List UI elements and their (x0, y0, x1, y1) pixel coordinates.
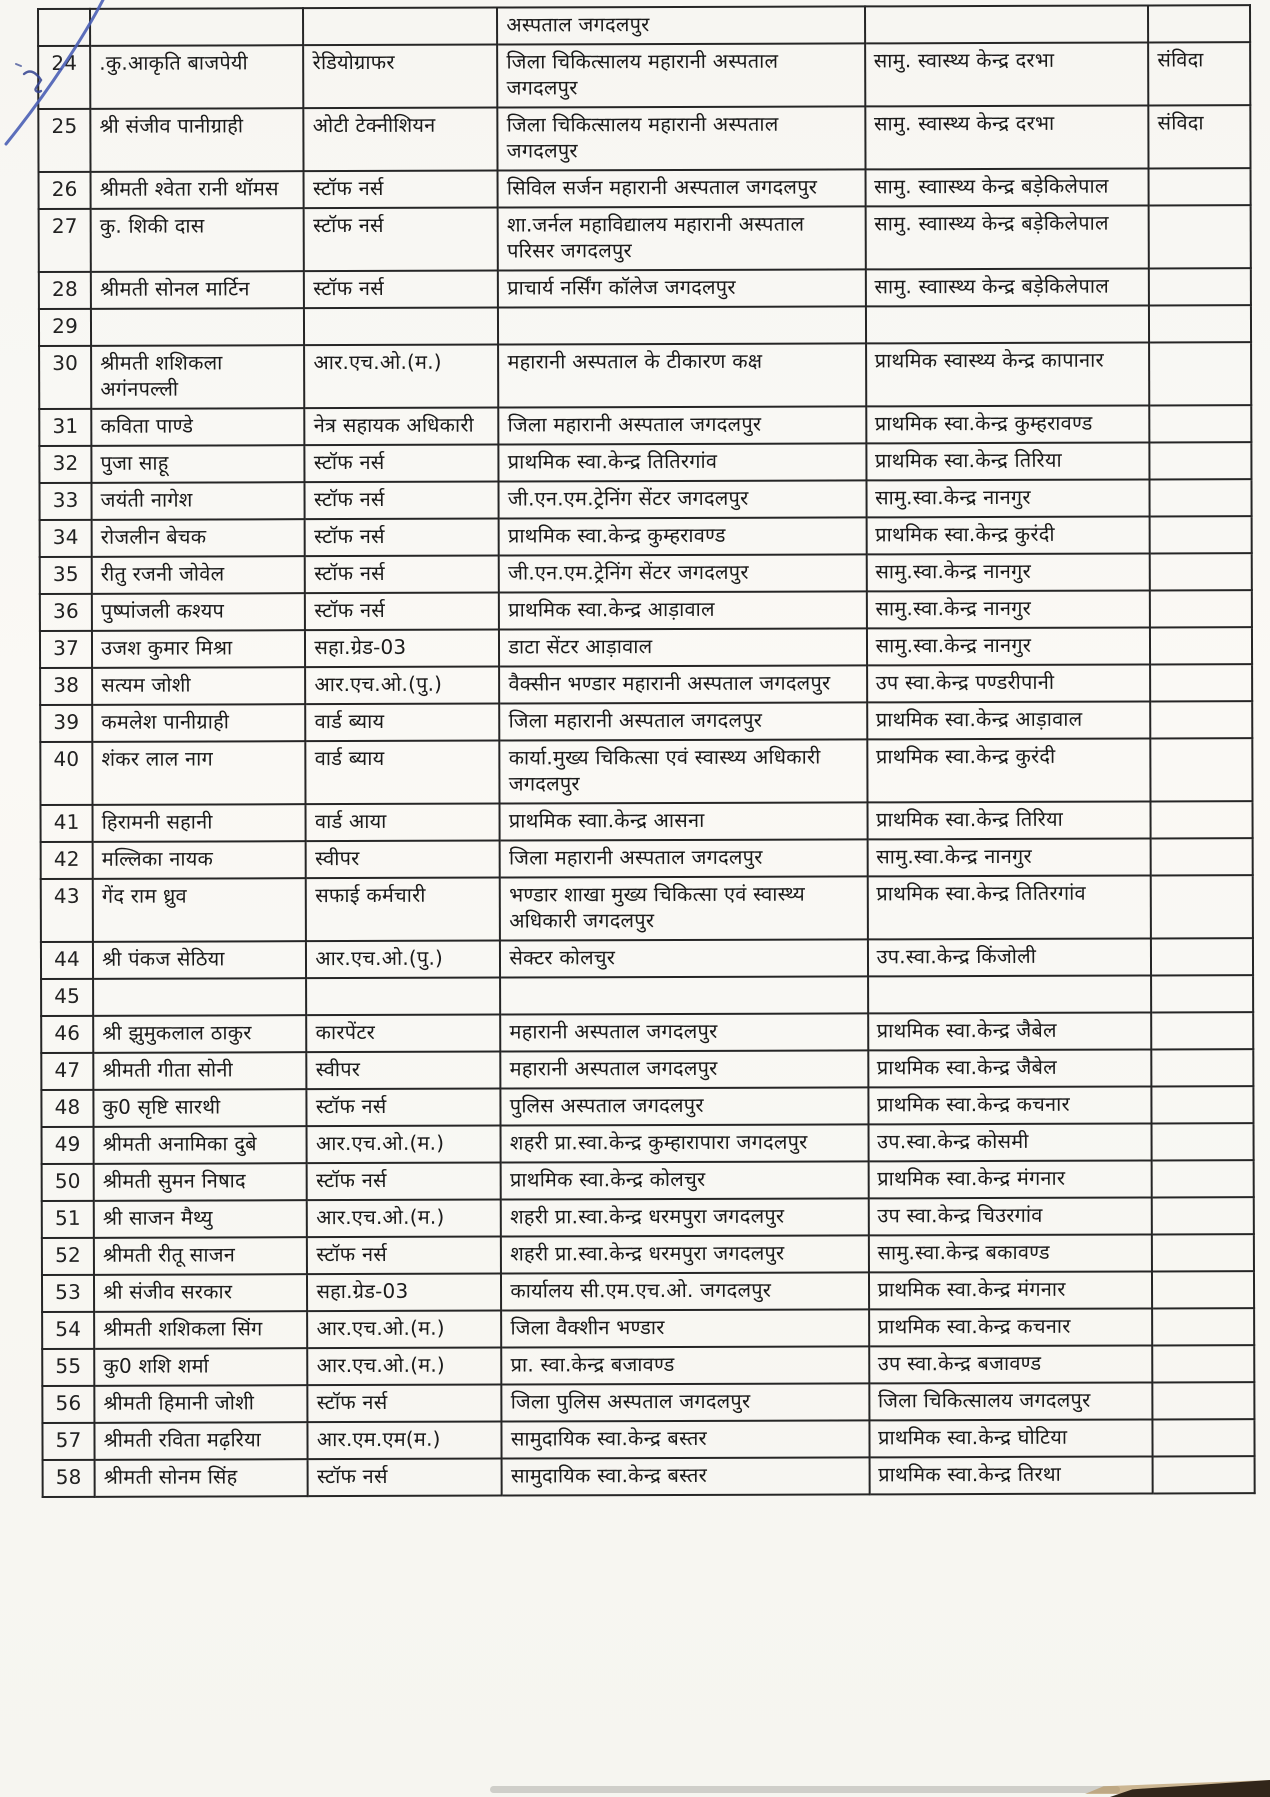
cell-current-posting: जिला पुलिस अस्पताल जगदलपुर (502, 1383, 869, 1421)
cell-current-posting: शहरी प्रा.स्वा.केन्द्र धरमपुरा जगदलपुर (501, 1198, 868, 1236)
table-row (40, 516, 1252, 557)
cell-designation: स्टॉफ नर्स (304, 171, 498, 209)
cell-new-posting (866, 306, 1150, 344)
table-row (41, 875, 1253, 942)
cell-designation: स्टॉफ नर्स (305, 593, 499, 631)
table-row (41, 1012, 1253, 1053)
cell-new-posting: उप स्वा.केन्द्र चिउरगांव (868, 1198, 1152, 1236)
cell-designation: स्टॉफ नर्स (304, 271, 498, 309)
cell-designation: स्टॉफ नर्स (308, 1385, 502, 1423)
cell-new-posting: सामु.स्वा.केन्द्र नानगुर (867, 628, 1151, 666)
cell-name: मल्लिका नायक (93, 841, 306, 879)
table-row (38, 42, 1250, 109)
cell-new-posting: जिला चिकित्सालय जगदलपुर (869, 1383, 1153, 1421)
cell-sl: 41 (41, 805, 93, 842)
cell-new-posting (865, 6, 1149, 44)
cell-designation: आर.एच.ओ.(म.) (308, 1348, 502, 1386)
table-row (43, 1456, 1255, 1497)
cell-remarks (1148, 5, 1250, 42)
cell-designation: आर.एच.ओ.(पु.) (305, 667, 499, 705)
table-row (39, 342, 1251, 409)
cell-name: श्रीमती शशिकला सिंग (94, 1311, 307, 1349)
cell-designation: आर.एच.ओ.(म.) (307, 1200, 501, 1238)
cell-remarks (1151, 801, 1253, 838)
cell-remarks (1150, 516, 1252, 553)
cell-current-posting: महारानी अस्पताल जगदलपुर (500, 1013, 867, 1051)
cell-designation (304, 308, 498, 346)
cell-remarks (1150, 738, 1252, 801)
cell-name: श्रीमती शशिकला अगंनपल्ली (91, 345, 304, 409)
cell-remarks (1153, 1419, 1255, 1456)
cell-sl: 37 (40, 631, 92, 668)
cell-remarks (1150, 701, 1252, 738)
cell-remarks (1151, 975, 1253, 1012)
cell-sl: 42 (41, 842, 93, 879)
table-row (40, 738, 1252, 805)
cell-current-posting: प्राथमिक स्वा.केन्द्र कोलचुर (501, 1161, 868, 1199)
cell-name: कु0 सृष्टि सारथी (94, 1089, 307, 1127)
cell-new-posting: प्राथमिक स्वा.केन्द्र कचनार (869, 1309, 1153, 1347)
cell-new-posting: प्राथमिक स्वास्थ्य केन्द्र कापानार (866, 343, 1150, 407)
pen-dot (16, 64, 21, 66)
cell-sl: 49 (42, 1127, 94, 1164)
cell-designation: रेडियोग्राफर (304, 45, 498, 109)
cell-designation: वार्ड ब्याय (306, 704, 500, 742)
cell-current-posting: सामुदायिक स्वा.केन्द्र बस्तर (502, 1457, 869, 1495)
table-row (41, 801, 1253, 842)
cell-remarks: संविदा (1148, 105, 1250, 168)
cell-designation: स्टॉफ नर्स (307, 1089, 501, 1127)
cell-current-posting: प्राथमिक स्वाा.केन्द्र आसना (500, 802, 867, 840)
cell-current-posting: कार्यालय सी.एम.एच.ओ. जगदलपुर (501, 1272, 868, 1310)
cell-current-posting: प्रा. स्वा.केन्द्र बजावण्ड (502, 1346, 869, 1384)
cell-designation: आर.एच.ओ.(म.) (304, 345, 498, 409)
cell-sl: 44 (41, 942, 93, 979)
cell-new-posting: सामु. स्वास्थ्य केन्द्र दरभा (865, 43, 1149, 107)
cell-designation: आर.एम.एम(म.) (308, 1422, 502, 1460)
cell-current-posting: शहरी प्रा.स्वा.केन्द्र धरमपुरा जगदलपुर (501, 1235, 868, 1273)
cell-new-posting: प्राथमिक स्वा.केन्द्र जैबेल (868, 1050, 1152, 1088)
cell-current-posting: प्राथमिक स्वा.केन्द्र कुम्हरावण्ड (499, 517, 866, 555)
cell-new-posting: प्राथमिक स्वा.केन्द्र मंगनार (869, 1272, 1153, 1310)
cell-name: श्री साजन मैथ्यु (94, 1200, 307, 1238)
cell-remarks: संविदा (1148, 42, 1250, 105)
cell-designation: सहा.ग्रेड-03 (307, 1274, 501, 1312)
cell-current-posting: जिला वैक्शीन भण्डार (501, 1309, 868, 1347)
cell-name: जयंती नागेश (92, 482, 305, 520)
cell-remarks (1152, 1197, 1254, 1234)
cell-designation (303, 8, 497, 46)
cell-remarks (1151, 1049, 1253, 1086)
table-row (42, 1160, 1254, 1201)
cell-remarks (1150, 442, 1252, 479)
table-row (42, 1234, 1254, 1275)
cell-sl: 34 (40, 520, 92, 557)
cell-name (91, 308, 304, 346)
table-row (41, 1049, 1253, 1090)
cell-designation: आर.एच.ओ.(म.) (307, 1126, 501, 1164)
cell-name: कु0 शशि शर्मा (94, 1348, 307, 1386)
cell-sl: 50 (42, 1164, 94, 1201)
cell-new-posting: उप.स्वा.केन्द्र कोसमी (868, 1124, 1152, 1162)
table-row (40, 590, 1252, 631)
cell-name: सत्यम जोशी (92, 667, 305, 705)
cell-new-posting: प्राथमिक स्वा.केन्द्र घोटिया (869, 1420, 1153, 1458)
cell-name: .कु.आकृति बाजपेयी (90, 45, 303, 109)
table-row (39, 168, 1251, 209)
cell-current-posting: वैक्सीन भण्डार महारानी अस्पताल जगदलपुर (499, 665, 866, 703)
table-row (42, 1308, 1254, 1349)
cell-designation: स्वीपर (306, 841, 500, 879)
table-row (41, 938, 1253, 979)
cell-name: पुजा साहू (91, 445, 304, 483)
cell-current-posting: प्राचार्य नर्सिंग कॉलेज जगदलपुर (498, 269, 865, 307)
cell-name: श्री झुमुकलाल ठाकुर (93, 1015, 306, 1053)
cell-current-posting: जिला महारानी अस्पताल जगदलपुर (499, 406, 866, 444)
cell-remarks (1150, 479, 1252, 516)
cell-name: श्रीमती अनामिका दुबे (94, 1126, 307, 1164)
table-row (38, 105, 1250, 172)
cell-current-posting: महारानी अस्पताल के टीकारण कक्ष (498, 343, 865, 407)
cell-current-posting: प्राथमिक स्वा.केन्द्र तितिरगांव (499, 443, 866, 481)
table-row (41, 838, 1253, 879)
cell-remarks (1152, 1345, 1254, 1382)
cell-name: हिरामनी सहानी (93, 804, 306, 842)
cell-current-posting: प्राथमिक स्वा.केन्द्र आड़ावाल (499, 591, 866, 629)
cell-new-posting (868, 976, 1152, 1014)
cell-designation: स्टॉफ नर्स (308, 1459, 502, 1497)
cell-name: पुष्पांजली कश्यप (92, 593, 305, 631)
table-row (42, 1123, 1254, 1164)
cell-remarks (1153, 1456, 1255, 1493)
cell-name: रीतु रजनी जोवेल (92, 556, 305, 594)
cell-sl (38, 9, 90, 46)
table-row (39, 305, 1251, 346)
table-row (39, 205, 1251, 272)
cell-current-posting: डाटा सेंटर आड़ावाल (499, 628, 866, 666)
cell-name: श्रीमती श्वेता रानी थॉमस (91, 171, 304, 209)
cell-remarks (1152, 1086, 1254, 1123)
cell-current-posting (500, 976, 867, 1014)
cell-sl: 27 (39, 209, 91, 272)
table-row (39, 442, 1251, 483)
table-row (40, 553, 1252, 594)
cell-sl: 38 (40, 668, 92, 705)
cell-new-posting: सामु.स्वा.केन्द्र बकावण्ड (868, 1235, 1152, 1273)
cell-new-posting: उप स्वा.केन्द्र बजावण्ड (869, 1346, 1153, 1384)
cell-current-posting: कार्या.मुख्य चिकित्सा एवं स्वास्थ्य अधिकारी जगदलपुर (500, 739, 867, 803)
cell-remarks (1149, 268, 1251, 305)
cell-designation: स्वीपर (307, 1052, 501, 1090)
cell-designation: स्टॉफ नर्स (305, 556, 499, 594)
cell-sl: 55 (42, 1349, 94, 1386)
cell-designation: वार्ड ब्याय (306, 741, 500, 805)
cell-name: श्री संजीव सरकार (94, 1274, 307, 1312)
table-row (40, 664, 1252, 705)
cell-remarks (1152, 1160, 1254, 1197)
cell-sl: 43 (41, 879, 93, 942)
cell-current-posting: महारानी अस्पताल जगदलपुर (501, 1050, 868, 1088)
cell-name: श्रीमती रीतू साजन (94, 1237, 307, 1275)
cell-sl: 26 (39, 172, 91, 209)
cell-designation: नेत्र सहायक अधिकारी (305, 408, 499, 446)
cell-current-posting: सामुदायिक स्वा.केन्द्र बस्तर (502, 1420, 869, 1458)
cell-new-posting: प्राथमिक स्वा.केन्द्र तिरथा (869, 1457, 1153, 1495)
cell-remarks (1152, 1271, 1254, 1308)
cell-remarks (1151, 1012, 1253, 1049)
cell-name (90, 8, 303, 46)
cell-current-posting: जिला चिकित्सालय महारानी अस्पताल जगदलपुर (498, 106, 865, 170)
table-row (42, 1197, 1254, 1238)
table-row (42, 1345, 1254, 1386)
cell-name: रोजलीन बेचक (92, 519, 305, 557)
cell-new-posting: सामु. स्वाास्थ्य केन्द्र बड़ेकिलेपाल (865, 206, 1149, 270)
cell-current-posting: जिला चिकित्सालय महारानी अस्पताल जगदलपुर (497, 43, 864, 107)
table-row (39, 479, 1251, 520)
cell-name: श्रीमती सोनल मार्टिन (91, 271, 304, 309)
cell-new-posting: प्राथमिक स्वा.केन्द्र कचनार (868, 1087, 1152, 1125)
cell-sl: 29 (39, 309, 91, 346)
cell-sl: 56 (42, 1386, 94, 1423)
cell-sl: 45 (41, 979, 93, 1016)
cell-remarks (1151, 938, 1253, 975)
cell-sl: 47 (41, 1053, 93, 1090)
cell-sl: 36 (40, 594, 92, 631)
cell-designation: सफाई कर्मचारी (306, 878, 500, 942)
cell-remarks (1152, 1123, 1254, 1160)
cell-new-posting: प्राथमिक स्वा.केन्द्र कुरंदी (866, 517, 1150, 555)
cell-designation: ओटी टेक्नीशियन (304, 108, 498, 172)
table-row (39, 268, 1251, 309)
cell-sl: 28 (39, 272, 91, 309)
cell-remarks (1149, 305, 1251, 342)
cell-current-posting: भण्डार शाखा मुख्य चिकित्सा एवं स्वास्थ्य अधिकारी जगदलपुर (500, 876, 867, 940)
cell-remarks (1150, 664, 1252, 701)
cell-sl: 57 (42, 1423, 94, 1460)
cell-remarks (1151, 838, 1253, 875)
cell-sl: 35 (40, 557, 92, 594)
table-row (40, 627, 1252, 668)
cell-new-posting: उप.स्वा.केन्द्र किंजोली (867, 939, 1151, 977)
cell-new-posting: प्राथमिक स्वा.केन्द्र जैबेल (868, 1013, 1152, 1051)
cell-designation: स्टॉफ नर्स (307, 1237, 501, 1275)
table-row (41, 975, 1253, 1016)
cell-remarks (1149, 405, 1251, 442)
cell-designation: स्टॉफ नर्स (307, 1163, 501, 1201)
table-row (40, 701, 1252, 742)
cell-name: उजश कुमार मिश्रा (92, 630, 305, 668)
cell-name: गेंद राम ध्रुव (93, 878, 306, 942)
cell-remarks (1152, 1382, 1254, 1419)
cell-new-posting: प्राथमिक स्वा.केन्द्र तिरिया (867, 802, 1151, 840)
cell-current-posting: जी.एन.एम.ट्रेनिंग सेंटर जगदलपुर (499, 480, 866, 518)
cell-name (93, 978, 306, 1016)
cell-new-posting: प्राथमिक स्वा.केन्द्र कुरंदी (867, 739, 1151, 803)
cell-new-posting: सामु.स्वा.केन्द्र नानगुर (866, 480, 1150, 518)
cell-sl: 40 (40, 742, 92, 805)
table-row (39, 405, 1251, 446)
table-row (42, 1419, 1254, 1460)
cell-new-posting: प्राथमिक स्वा.केन्द्र आड़ावाल (867, 702, 1151, 740)
cell-designation: वार्ड आया (306, 804, 500, 842)
cell-remarks (1152, 1234, 1254, 1271)
cell-sl: 33 (39, 483, 91, 520)
cell-sl: 52 (42, 1238, 94, 1275)
cell-name: कविता पाण्डे (91, 408, 304, 446)
cell-name: श्रीमती रविता मढ़रिया (95, 1422, 308, 1460)
cell-designation: सहा.ग्रेड-03 (305, 630, 499, 668)
cell-name: श्री पंकज सेठिया (93, 941, 306, 979)
cell-sl: 53 (42, 1275, 94, 1312)
cell-name: श्रीमती सोनम सिंह (95, 1459, 308, 1497)
cell-current-posting: जिला महारानी अस्पताल जगदलपुर (500, 839, 867, 877)
cell-name: श्रीमती गीता सोनी (93, 1052, 306, 1090)
cell-designation: स्टॉफ नर्स (305, 482, 499, 520)
cell-current-posting: सेक्टर कोलचुर (500, 939, 867, 977)
scan-artifact-streak (490, 1786, 1120, 1793)
cell-name: श्रीमती सुमन निषाद (94, 1163, 307, 1201)
cell-designation: आर.एच.ओ.(म.) (308, 1311, 502, 1349)
cell-remarks (1152, 1308, 1254, 1345)
cell-name: श्री संजीव पानीग्राही (90, 108, 303, 172)
cell-new-posting: सामु.स्वा.केन्द्र नानगुर (866, 554, 1150, 592)
cell-designation: आर.एच.ओ.(पु.) (306, 941, 500, 979)
cell-name: कु. शिकी दास (91, 208, 304, 272)
cell-new-posting: प्राथमिक स्वा.केन्द्र तिरिया (866, 443, 1150, 481)
cell-new-posting: सामु. स्वास्थ्य केन्द्र दरभा (865, 106, 1149, 170)
cell-sl: 54 (42, 1312, 94, 1349)
cell-current-posting: शहरी प्रा.स्वा.केन्द्र कुम्हारापारा जगदलपुर (501, 1124, 868, 1162)
cell-new-posting: सामु. स्वाास्थ्य केन्द्र बड़ेकिलेपाल (865, 169, 1149, 207)
cell-new-posting: सामु.स्वा.केन्द्र नानगुर (867, 839, 1151, 877)
table-row (41, 1086, 1253, 1127)
cell-remarks (1149, 168, 1251, 205)
cell-new-posting: प्राथमिक स्वा.केन्द्र तितिरगांव (867, 876, 1151, 940)
cell-sl: 32 (39, 446, 91, 483)
cell-new-posting: सामु. स्वाास्थ्य केन्द्र बड़ेकिलेपाल (865, 269, 1149, 307)
cell-sl: 24 (38, 46, 90, 109)
cell-name: शंकर लाल नाग (92, 741, 305, 805)
cell-current-posting: जी.एन.एम.ट्रेनिंग सेंटर जगदलपुर (499, 554, 866, 592)
cell-sl: 30 (39, 346, 91, 409)
cell-sl: 25 (38, 109, 90, 172)
cell-new-posting: प्राथमिक स्वा.केन्द्र मंगनार (868, 1161, 1152, 1199)
cell-name: श्रीमती हिमानी जोशी (94, 1385, 307, 1423)
staff-transfer-table (37, 4, 1256, 1498)
cell-remarks (1150, 553, 1252, 590)
cell-current-posting: पुलिस अस्पताल जगदलपुर (501, 1087, 868, 1125)
cell-current-posting: जिला महारानी अस्पताल जगदलपुर (499, 702, 866, 740)
table-row (42, 1382, 1254, 1423)
cell-new-posting: उप स्वा.केन्द्र पण्डरीपानी (867, 665, 1151, 703)
cell-name: कमलेश पानीग्राही (92, 704, 305, 742)
cell-new-posting: प्राथमिक स्वा.केन्द्र कुम्हरावण्ड (866, 406, 1150, 444)
cell-designation: स्टॉफ नर्स (304, 208, 498, 272)
cell-sl: 58 (43, 1460, 95, 1497)
cell-current-posting: अस्पताल जगदलपुर (497, 6, 864, 44)
cell-remarks (1149, 205, 1251, 268)
table-row (42, 1271, 1254, 1312)
cell-sl: 31 (39, 409, 91, 446)
cell-sl: 39 (40, 705, 92, 742)
table-row (38, 5, 1250, 46)
cell-sl: 48 (41, 1090, 93, 1127)
cell-designation: स्टॉफ नर्स (305, 519, 499, 557)
cell-designation: स्टॉफ नर्स (305, 445, 499, 483)
cell-sl: 51 (42, 1201, 94, 1238)
cell-current-posting (498, 306, 865, 344)
cell-remarks (1151, 875, 1253, 938)
cell-remarks (1150, 590, 1252, 627)
cell-new-posting: सामु.स्वा.केन्द्र नानगुर (866, 591, 1150, 629)
cell-current-posting: सिविल सर्जन महारानी अस्पताल जगदलपुर (498, 169, 865, 207)
cell-designation: कारपेंटर (307, 1015, 501, 1053)
cell-remarks (1150, 627, 1252, 664)
cell-designation (306, 978, 500, 1016)
cell-remarks (1149, 342, 1251, 405)
cell-current-posting: शा.जर्नल महाविद्यालय महारानी अस्पताल परिसर जगदलपुर (498, 206, 865, 270)
cell-sl: 46 (41, 1016, 93, 1053)
